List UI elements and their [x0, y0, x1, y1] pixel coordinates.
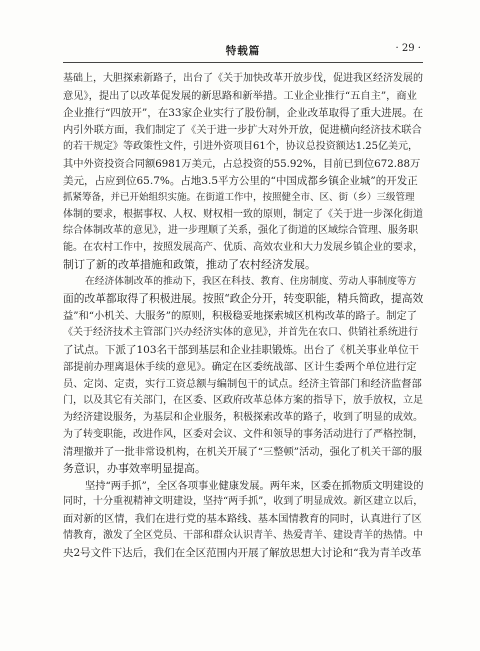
body-text — [63, 71, 423, 562]
text-line: 抓紧筹备，并已开始组织实施。在街道工作中，按照健全市、区、街（乡）三级管理 — [63, 191, 415, 203]
paragraph-3 — [63, 478, 423, 563]
running-header — [63, 40, 423, 63]
text-line: 门，以及其它有关部门，在区委、区政府改革总体方案的指导下，放手放权，立足 — [63, 394, 423, 406]
text-line: 意见》，提出了以改革促发展的新思路和新举措。工业企业推行“五自主”，商业 — [63, 89, 417, 102]
text-line: 内引外联方面，我们制定了《关于进一步扩大对外开放，促进横向经济技术联合 — [63, 123, 422, 136]
text-line: 为了转变职能，改进作风，区委对会议、文件和领导的事务活动进行了严格控制， — [63, 428, 423, 440]
text-line: 面对新的区情，我们在进行党的基本路线、基本国情教育的同时，认真进行了区 — [63, 513, 422, 526]
text-line: 为经济建设服务，为基层和企业服务，积极探索改革的路子，收到了明显的成效。 — [63, 411, 423, 423]
text-line: 美元，占应到位65.7%。占地3.5平方公里的“中国成都乡镇企业城”的开发正 — [63, 174, 418, 187]
text-line: 部提前办理离退休手续的意见》。确定在区委统战部、区计生委两个单位进行定 — [63, 360, 417, 373]
text-line: 制订了新的改革措施和政策，推动了农村经济发展。 — [63, 258, 316, 272]
paragraph-1 — [63, 71, 423, 274]
text-line-first: 在经济体制改革的推动下，我区在科技、教育、住房制度、劳动人事制度等方 — [85, 276, 417, 288]
text-line: 企业推行“四放开”，在33家企业实行了股份制，企业改革取得了重大进展。在 — [63, 106, 423, 119]
text-line: 的若干规定》等政策性文件，引进外资项目61个，协议总投资额达1.25亿美元， — [63, 140, 418, 152]
text-line: 务意识，办事效率明显提高。 — [63, 461, 206, 475]
text-line: 基础上，大胆探索新路子，出台了《关于加快改革开放步伐，促进我区经济发展的 — [63, 73, 423, 84]
text-line: 能。在农村工作中，按照发展高产、优质、高效农业和大力发展乡镇企业的要求， — [63, 242, 423, 254]
paragraph-2 — [63, 274, 423, 477]
text-line: 同时，十分重视精神文明建设，坚持“两手抓”，收到了明显成效。新区建立以后， — [63, 496, 423, 508]
text-line: 员、定岗、定责，实行工资总额与编制包干的试点。经济主管部门和经济监督部 — [63, 377, 422, 390]
text-line: 央2号文件下达后，我们在全区范围内开展了解放思想大讨论和“我为青羊改革 — [63, 547, 422, 560]
text-line: 益”和“小机关、大服务”的原则，积极稳妥地探索城区机构改革的路子。制定了 — [63, 310, 417, 323]
text-line: 面的改革都取得了积极进展。按照“政企分开，转变职能，精兵简政，提高效 — [63, 292, 423, 306]
text-line-first: 坚持“两手抓”，全区各项事业健康发展。两年来，区委在抓物质文明建设的 — [85, 479, 423, 492]
text-line: 了试点。下派了103名干部到基层和企业挂职锻炼。出台了《机关事业单位干 — [63, 344, 420, 356]
section-title: 特载篇 — [225, 45, 261, 57]
text-line: 综合体制改革的意见》，进一步理顺了关系，强化了街道的区域综合管理、服务职 — [63, 225, 418, 237]
text-line: 体制的要求，根据事权、人权、财权相一致的原则，制定了《关于进一步深化街道 — [63, 208, 423, 220]
text-line: 《关于经济技术主管部门兴办经济实体的意见》，并首先在农口、供销社系统进行 — [63, 327, 418, 339]
text-line: 清理撤并了一批非常设机构，在机关开展了“三整顿”活动，强化了机关干部的服 — [63, 445, 422, 458]
text-line: 其中外资投资合同额6981万美元，占总投资的55.92%，目前已到位672.88万 — [63, 157, 421, 170]
text-line: 情教育，激发了全区党员、干部和群众认识青羊、热爱青羊、建设青羊的热情。中 — [63, 530, 423, 542]
page-number: · 29 · — [395, 43, 421, 54]
